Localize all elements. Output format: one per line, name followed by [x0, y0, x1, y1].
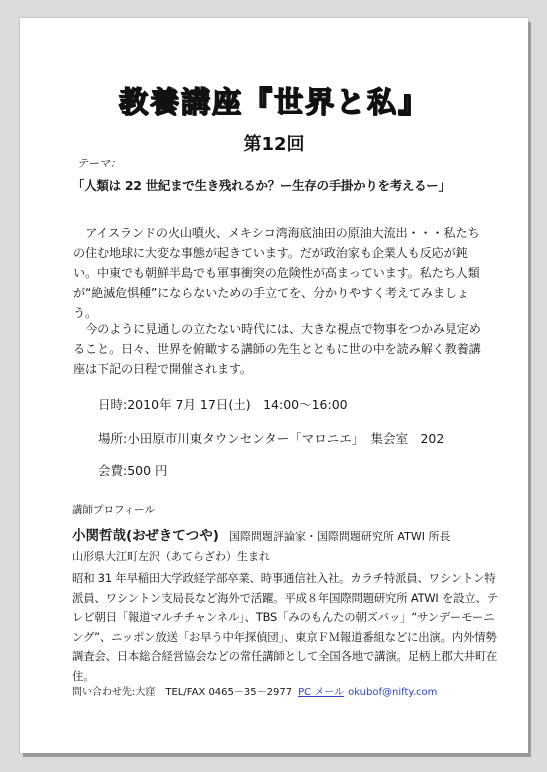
theme-label: テーマ： [77, 157, 121, 170]
contact-email[interactable]: okubof@nifty.com [348, 687, 438, 698]
lecturer-birthplace: 山形県大江町左沢（あてらざわ）生まれ [72, 550, 270, 563]
theme-text: 「人類は 22 世紀まで生き残れるか？ー生存の手掛かりを考えるー」 [72, 178, 451, 193]
lecturer-header [72, 524, 450, 544]
flyer-page [20, 18, 528, 753]
intro-paragraph: アイスランドの火山噴火、メキシコ湾海底油田の原油大流出・・・私たちの住む地球に大変な事態が起きています。だが政治家も企業人も反応が鈍い。中東でも朝鮮半島でも軍事衝突の危険性が高まっています。私たち人類が“絶滅危惧種”にならないための手立てを、分かりやすく考えてみましょう。 [73, 226, 480, 320]
event-date: 日時:2010年 7月 17日(土) 14:00～16:00 [98, 397, 348, 412]
lecturer-role: 国際問題評論家・国際問題研究所 ATWI 所長 [228, 530, 451, 543]
pc-mail-link[interactable]: PC メール [298, 687, 345, 698]
contact-phone: 問い合わせ先:大窪 TEL/FAX 0465－35－2977 [72, 687, 293, 698]
lecturer-name: 小関哲哉(おぜきてつや) [72, 528, 219, 544]
lecturer-bio: 昭和 31 年早稲田大学政経学部卒業、時事通信社入社。カラチ特派員、ワシントン特派員、ワシントン支局長など海外で活躍。平成８年国際問題研究所 ATWI を設立、テレビ朝日「報道マルチチャンネル」、TBS「みのもんたの朝ズバッ」“サンデーモーニング”、ニッポン放送「お早う中年探偵団」、東京ＦＭ報道番組などに出演。内外情勢調査会、日本総合経営協会などの常任講師として全国各地で講演。足柄上郡大井町在住。 [72, 571, 498, 683]
page-title: 教養講座『世界と私』 [118, 85, 429, 119]
event-place: 場所:小田原市川東タウンセンター「マロニエ」 集会室 202 [98, 431, 445, 446]
event-fee: 会費:500 円 [98, 463, 168, 478]
purpose-paragraph: 今のように見通しの立たない時代には、大きな視点で物事をつかみ見定めること。日々、世界を俯瞰する講師の先生とともに世の中を読み解く教養講座は下記の日程で開催されます。 [73, 322, 481, 376]
contact-line [72, 683, 437, 698]
session-number: 第12回 [243, 134, 305, 155]
profile-label: 講師プロフィール [72, 504, 155, 516]
